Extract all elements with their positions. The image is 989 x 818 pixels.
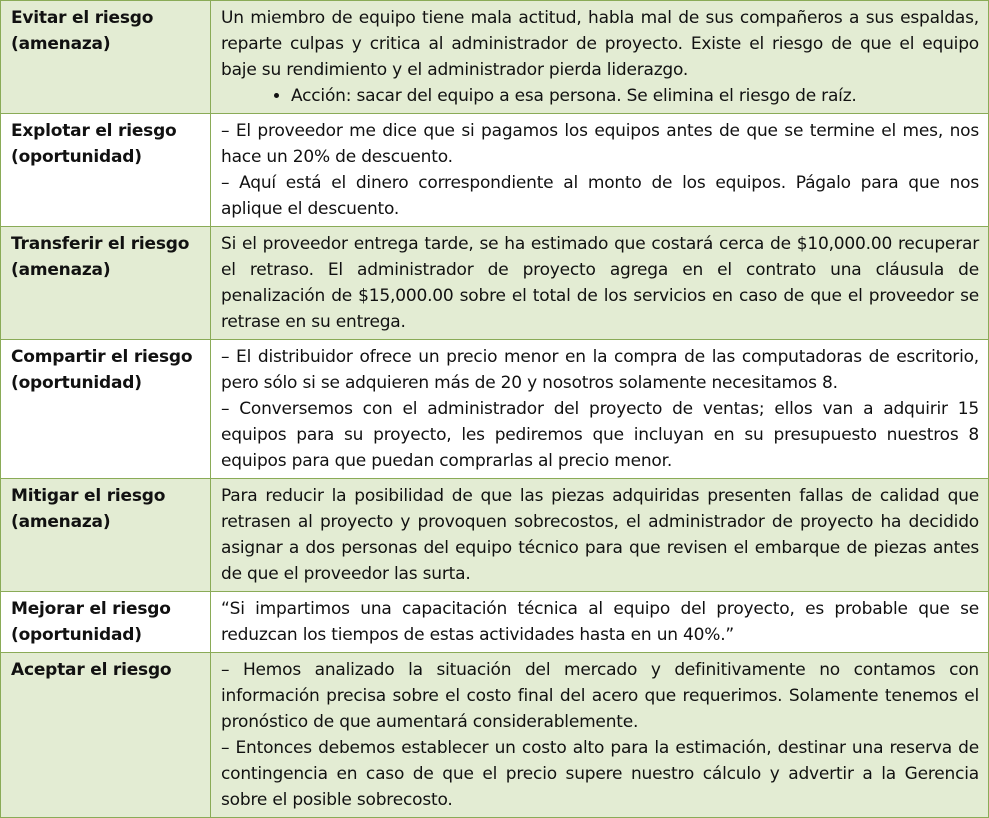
row-description-cell (211, 479, 989, 592)
description-paragraph: – Conversemos con el administrador del proyecto de ventas; ellos van a adquirir 15 equipos para su proyecto, les pediremos que incluyan en su presupuesto nuestros 8 equipos para que puedan comprarlas al precio menor. (221, 399, 979, 471)
row-label-cell (1, 592, 211, 653)
row-label-cell (1, 114, 211, 227)
action-list (221, 83, 979, 109)
description-paragraph: Para reducir la posibilidad de que las piezas adquiridas presenten fallas de calidad que retrasen al proyecto y provoquen sobrecostos, el administrador de proyecto ha decidido asignar a dos personas del equipo técnico para que revisen el embarque de piezas antes de que el proveedor las surta. (221, 486, 979, 584)
description-paragraph: – Hemos analizado la situación del mercado y definitivamente no contamos con información precisa sobre el costo final del acero que requerimos. Solamente tenemos el pronóstico de que aumentará considerablemente. (221, 660, 979, 732)
row-label-title: Mejorar el riesgo (11, 599, 171, 619)
row-description-cell (211, 1, 989, 114)
row-label-cell (1, 653, 211, 818)
table-row-compartir (1, 340, 989, 479)
row-label-type: (oportunidad) (11, 373, 142, 393)
description-paragraph: Un miembro de equipo tiene mala actitud, habla mal de sus compañeros a sus espaldas, reparte culpas y critica al administrador de proyecto. Existe el riesgo de que el equipo baje su rendimiento y el administrador pierda liderazgo. (221, 8, 979, 80)
row-label-title: Transferir el riesgo (11, 234, 190, 254)
table-row-evitar (1, 1, 989, 114)
action-bullet-item: • Acción: sacar del equipo a esa persona. Se elimina el riesgo de raíz. (291, 83, 979, 109)
row-description-cell (211, 592, 989, 653)
row-label-title: Explotar el riesgo (11, 121, 177, 141)
row-label-cell (1, 340, 211, 479)
row-label-title: Aceptar el riesgo (11, 660, 172, 680)
table-row-mejorar (1, 592, 989, 653)
row-label-type: (amenaza) (11, 34, 111, 54)
table-row-aceptar (1, 653, 989, 818)
row-description-cell (211, 227, 989, 340)
row-label-title: Mitigar el riesgo (11, 486, 166, 506)
row-label-title: Compartir el riesgo (11, 347, 193, 367)
row-label-type: (amenaza) (11, 260, 111, 280)
description-paragraph: – El proveedor me dice que si pagamos los equipos antes de que se termine el mes, nos hace un 20% de descuento. (221, 121, 979, 167)
description-paragraph: – Aquí está el dinero correspondiente al monto de los equipos. Págalo para que nos aplique el descuento. (221, 173, 979, 219)
row-label-title: Evitar el riesgo (11, 8, 154, 28)
row-label-type: (oportunidad) (11, 625, 142, 645)
description-paragraph: – Entonces debemos establecer un costo alto para la estimación, destinar una reserva de contingencia en caso de que el precio supere nuestro cálculo y advertir a la Gerencia sobre el posible sobrecosto. (221, 738, 979, 810)
row-label-type: (amenaza) (11, 512, 111, 532)
description-paragraph: Si el proveedor entrega tarde, se ha estimado que costará cerca de $10,000.00 recuperar el retraso. El administrador de proyecto agrega en el contrato una cláusula de penalización de $15,000.00 sobre el total de los servicios en caso de que el proveedor se retrase en su entrega. (221, 234, 979, 332)
description-paragraph: “Si impartimos una capacitación técnica al equipo del proyecto, es probable que se reduzcan los tiempos de estas actividades hasta en un 40%.” (221, 599, 979, 645)
row-description-cell (211, 653, 989, 818)
row-label-cell (1, 479, 211, 592)
description-paragraph: – El distribuidor ofrece un precio menor en la compra de las computadoras de escritorio, pero sólo si se adquieren más de 20 y nosotros solamente necesitamos 8. (221, 347, 979, 393)
table-row-explotar (1, 114, 989, 227)
row-label-cell (1, 227, 211, 340)
row-description-cell (211, 114, 989, 227)
table-row-mitigar (1, 479, 989, 592)
row-label-type: (oportunidad) (11, 147, 142, 167)
table-row-transferir (1, 227, 989, 340)
row-description-cell (211, 340, 989, 479)
row-label-cell (1, 1, 211, 114)
